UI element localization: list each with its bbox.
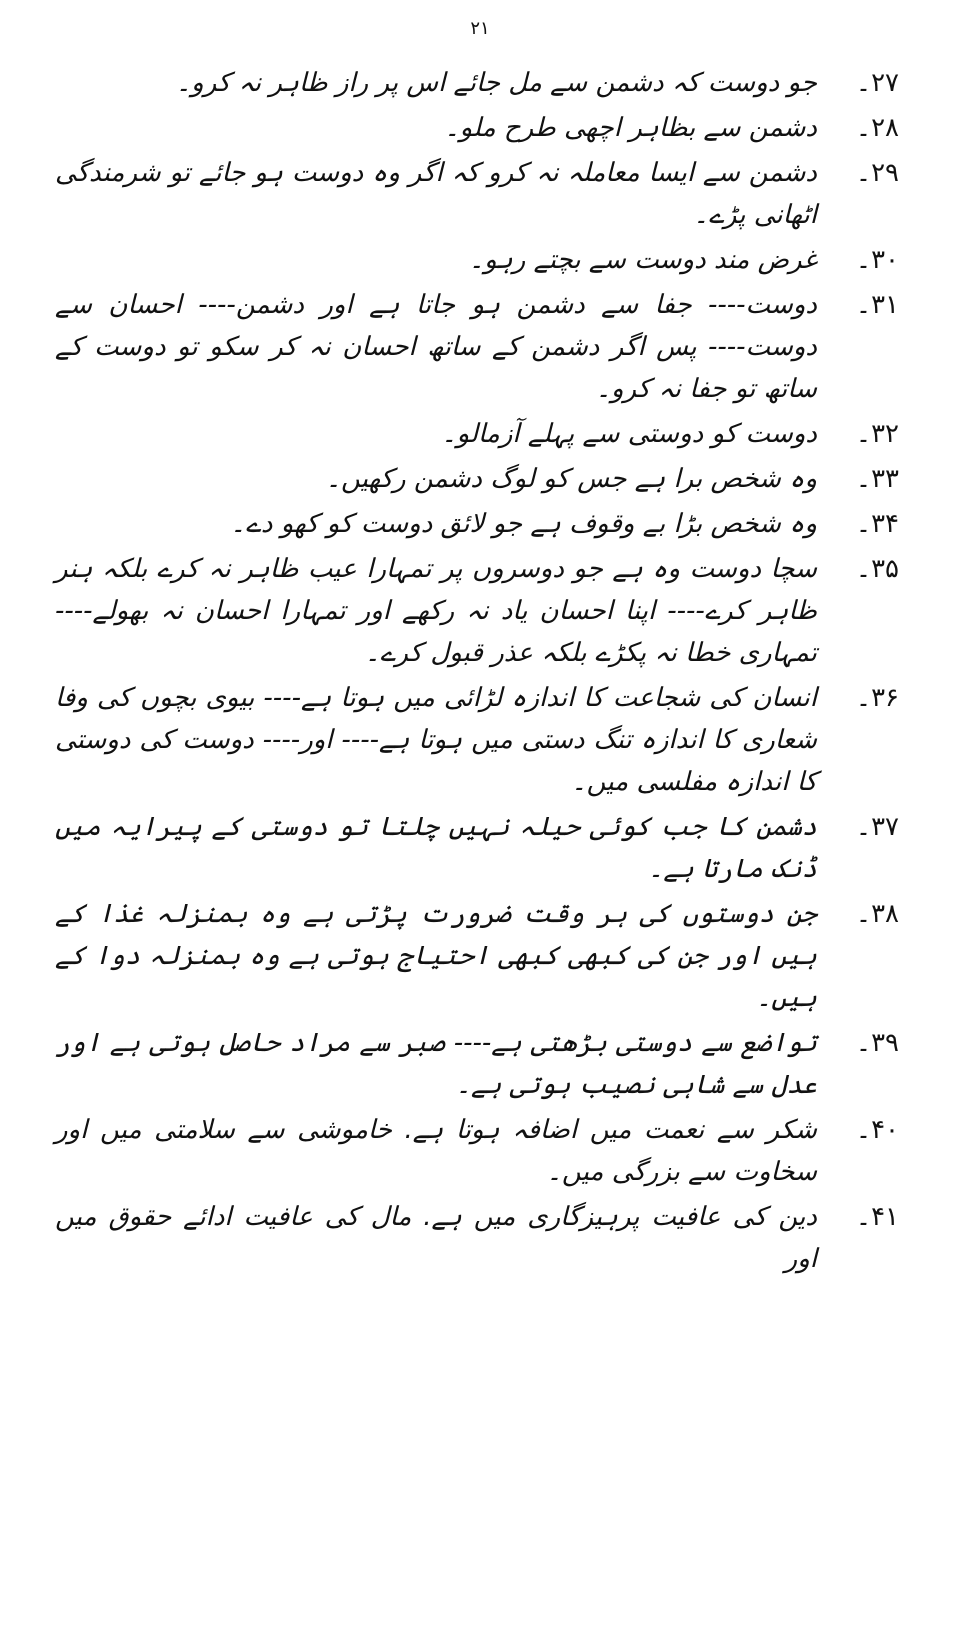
entry-number: ۳۸۔ (855, 899, 899, 929)
list-item (55, 413, 905, 455)
entry-number: ۳۹۔ (855, 1028, 899, 1058)
entry-number: ۴۰۔ (855, 1115, 899, 1145)
entry-number: ۳۷۔ (855, 812, 899, 842)
entry-number: ۳۳۔ (855, 464, 899, 494)
entry-text: دوست کو دوستی سے پہلے آزمالو۔ (441, 419, 817, 449)
entry-number: ۳۵۔ (855, 554, 899, 584)
list-item (55, 458, 905, 500)
entry-text: دشمن کا جب کوئی حیلہ نہیں چلتا تو دوستی کے پیرایہ میں ڈنک مارتا ہے۔ (55, 812, 817, 884)
list-item (55, 503, 905, 545)
entry-text: وہ شخص بڑا بے وقوف ہے جو لائق دوست کو کھو دے۔ (230, 509, 817, 539)
entry-text: دین کی عافیت پرہیزگاری میں ہے. مال کی عافیت ادائے حقوق میں اور (55, 1202, 817, 1274)
entry-number: ۲۹۔ (855, 158, 899, 188)
list-item (55, 1109, 905, 1193)
entry-number: ۴۱۔ (855, 1202, 899, 1232)
entry-text: جو دوست کہ دشمن سے مل جائے اس پر راز ظاہر نہ کرو۔ (175, 68, 817, 98)
entry-text: دوست---- جفا سے دشمن ہو جاتا ہے اور دشمن---- احسان سے دوست---- پس اگر دشمن کے ساتھ احسان نہ کر سکو تو دوست کے ساتھ تو جفا نہ کرو۔ (55, 290, 817, 404)
list-item (55, 152, 905, 236)
entry-number: ۲۷۔ (855, 68, 899, 98)
entry-number: ۳۲۔ (855, 419, 899, 449)
list-item (55, 677, 905, 803)
list-item (55, 239, 905, 281)
entry-number: ۳۶۔ (855, 683, 899, 713)
list-item (55, 806, 905, 890)
list-item (55, 1022, 905, 1106)
list-item (55, 893, 905, 1019)
entry-number: ۲۸۔ (855, 113, 899, 143)
list-item (55, 107, 905, 149)
list-item (55, 62, 905, 104)
entry-text: انسان کی شجاعت کا اندازہ لڑائی میں ہوتا ہے---- بیوی بچوں کی وفا شعاری کا اندازہ تنگ دستی میں ہوتا ہے---- اور---- دوست کی دوستی کا اندازہ مفلسی میں۔ (55, 683, 817, 797)
list-item (55, 1196, 905, 1280)
entry-text: تواضع سے دوستی بڑھتی ہے---- صبر سے مراد حاصل ہوتی ہے اور عدل سے شاہی نصیب ہوتی ہے۔ (55, 1028, 817, 1100)
entry-number: ۳۱۔ (855, 290, 899, 320)
page-number: ۲۱ (470, 18, 490, 39)
entry-number: ۳۴۔ (855, 509, 899, 539)
entry-text: شکر سے نعمت میں اضافہ ہوتا ہے. خاموشی سے سلامتی میں اور سخاوت سے بزرگی میں۔ (55, 1115, 817, 1187)
entry-text: غرض مند دوست سے بچتے رہو۔ (468, 245, 817, 275)
list-item (55, 548, 905, 674)
list-item (55, 284, 905, 410)
entry-text: سچا دوست وہ ہے جو دوسروں پر تمہارا عیب ظاہر نہ کرے بلکہ ہنر ظاہر کرے---- اپنا احسان یاد نہ رکھے اور تمہارا احسان نہ بھولے---- تمہاری خطا نہ پکڑے بلکہ عذر قبول کرے۔ (55, 554, 817, 668)
entry-number: ۳۰۔ (855, 245, 899, 275)
entry-text: وہ شخص برا ہے جس کو لوگ دشمن رکھیں۔ (325, 464, 817, 494)
entry-text: دشمن سے ایسا معاملہ نہ کرو کہ اگر وہ دوست ہو جائے تو شرمندگی اٹھانی پڑے۔ (55, 158, 817, 230)
entry-text: جن دوستوں کی ہر وقت ضرورت پڑتی ہے وہ بمنزلہ غذا کے ہیں اور جن کی کبھی کبھی احتیاج ہوتی ہے وہ بمنزلہ دوا کے ہیں۔ (55, 899, 817, 1013)
aphorism-list (55, 62, 905, 1283)
entry-text: دشمن سے بظاہر اچھی طرح ملو۔ (444, 113, 817, 143)
